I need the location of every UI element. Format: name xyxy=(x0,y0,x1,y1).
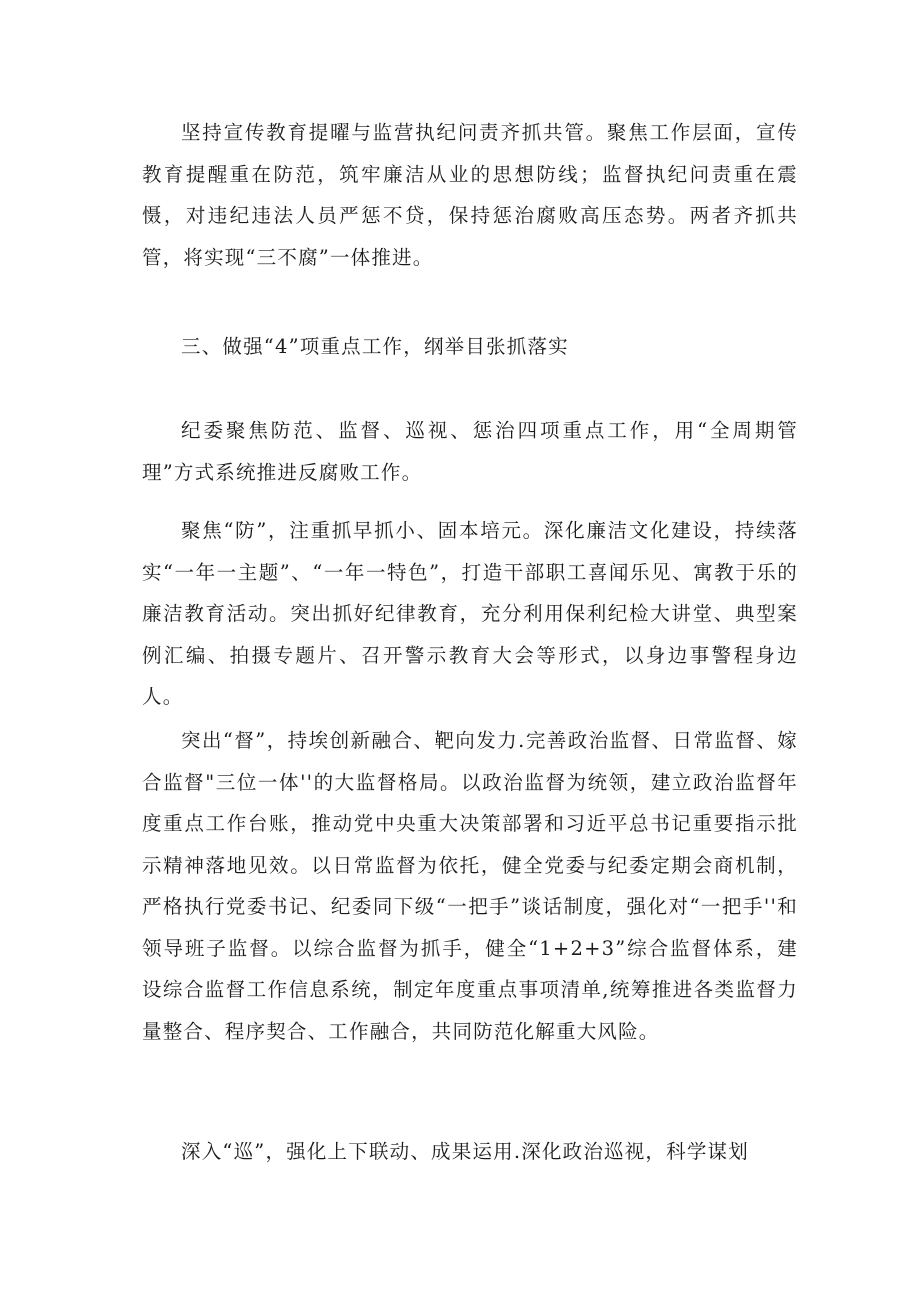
section-heading-three: 三、做强“4”项重点工作，纲举目张抓落实 xyxy=(181,335,569,358)
paragraph-education-supervision: 坚持宣传教育提曜与监营执纪问责齐抓共管。聚焦工作层面，宣传教育提醒重在防范，筑牢廉洁从业的思想防线；监督执纪问责重在震慑，对违纪违法人员严惩不贷，保持惩治腐败高压态势。两者齐抓共管，将实现“三不腐”一体推进。 xyxy=(142,121,798,269)
paragraph-supervision: 突出“督”，持埃创新融合、靶向发力.完善政治监督、日常监督、嫁合监督"三位一体''的大监督格局。以政治监督为统领，建立政治监督年度重点工作台账，推动党中央重大决策部署和习近平总书记重要指示批示精神落地见效。以日常监督为依托，健全党委与纪委定期会商机制，严格执行党委书记、纪委同下级“一把手”谈话制度，强化对“一把手''和领导班子监督。以综合监督为抓手，健全“1+2+3”综合监督体系，建设综合监督工作信息系统，制定年度重点事项清单,统筹推进各类监督力量整合、程序契合、工作融合，共同防范化解重大风险。 xyxy=(142,729,798,1043)
paragraph-prevention: 聚焦“防”，注重抓早抓小、固本培元。深化廉洁文化建设，持续落实“一年一主题”、“一年一特色”，打造干部职工喜闻乐见、寓教于乐的廉洁教育活动。突出抓好纪律教育，充分利用保利纪检大讲堂、典型案例汇编、拍摄专题片、召开警示教育大会等形式，以身边事警程身边人。 xyxy=(142,519,798,708)
paragraph-inspection: 深入“巡”，强化上下联动、成果运用.深化政治巡视，科学谋划 xyxy=(181,1140,749,1163)
paragraph-four-key-tasks: 纪委聚焦防范、监督、巡视、惩治四项重点工作，用“全周期管理”方式系统推进反腐败工作。 xyxy=(142,419,798,484)
